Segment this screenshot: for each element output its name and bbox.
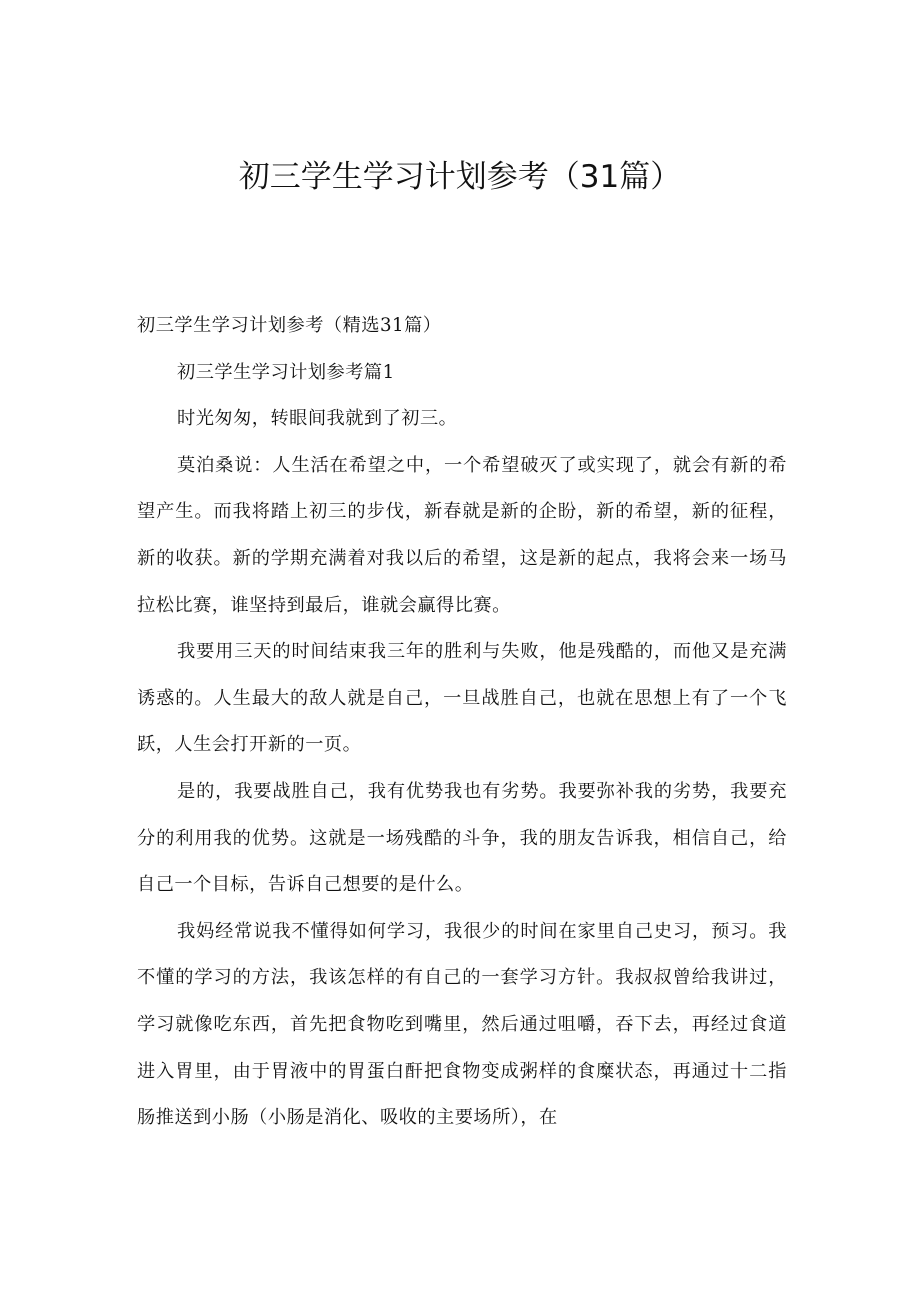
section-heading: 初三学生学习计划参考篇1 [177, 361, 395, 383]
paragraph: 时光匆匆，转眼间我就到了初三。 [177, 408, 458, 430]
document-subtitle: 初三学生学习计划参考（精选31篇） [137, 315, 442, 336]
document-title: 初三学生学习计划参考（31篇） [238, 159, 682, 195]
paragraph: 我妈经常说我不懂得如何学习，我很少的时间在家里自己史习，预习。我不懂的学习的方法，我该怎样的有自己的一套学习方针。我叔叔曾给我讲过，学习就像吃东西，首先把食物吃到嘴里，然后通过咀嚼，吞下去，再经过食道进入胃里，由于胃液中的胃蛋白酐把食物变成粥样的食糜状态，再通过十二指肠推送到小肠（小肠是消化、吸收的主要场所），在 [137, 920, 787, 1129]
paragraph: 我要用三天的时间结束我三年的胜利与失败，他是残酷的，而他又是充满诱惑的。人生最大的敌人就是自己，一旦战胜自己，也就在思想上有了一个飞跃，人生会打开新的一页。 [137, 641, 787, 756]
document-body [137, 303, 787, 1142]
paragraph: 是的，我要战胜自己，我有优势我也有劣势。我要弥补我的劣势，我要充分的利用我的优势。这就是一场残酷的斗争，我的朋友告诉我，相信自己，给自己一个目标，告诉自己想要的是什么。 [137, 780, 787, 896]
paragraph: 莫泊桑说：人生活在希望之中，一个希望破灭了或实现了，就会有新的希望产生。而我将踏上初三的步伐，新春就是新的企盼，新的希望，新的征程，新的收获。新的学期充满着对我以后的希望，这是新的起点，我将会来一场马拉松比赛，谁坚持到最后，谁就会赢得比赛。 [137, 454, 787, 616]
